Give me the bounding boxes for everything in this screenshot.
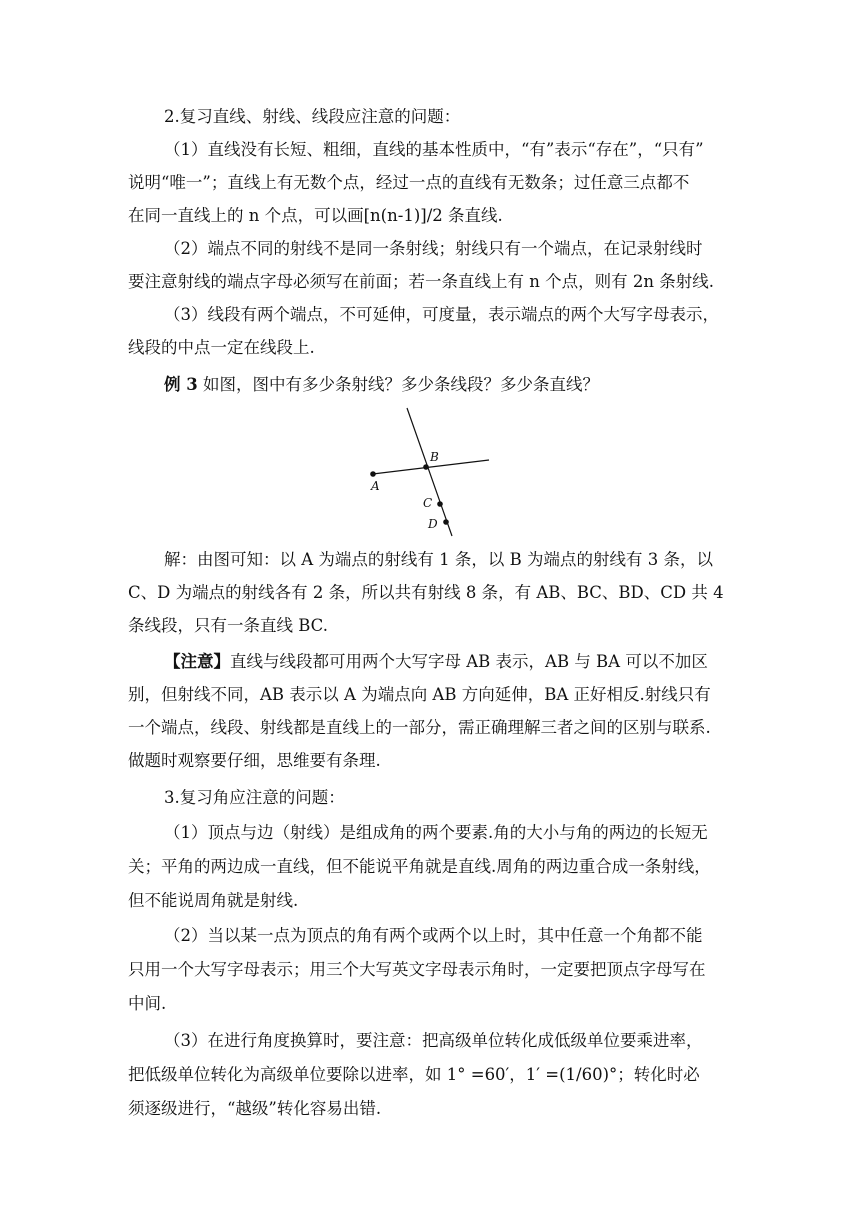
- s3-p3-line2: 把低级单位转化为高级单位要除以进率，如 1° =60′，1′ =(1/60)°；转化时必: [128, 1065, 700, 1084]
- solution-line1: 解：由图可知：以 A 为端点的射线有 1 条，以 B 为端点的射线有 3 条，以: [164, 550, 713, 569]
- s3-p1-line3: 但不能说周角就是射线.: [128, 891, 299, 910]
- point-c: [437, 501, 443, 507]
- example-label: 例 3: [164, 375, 198, 394]
- point-a: [370, 471, 376, 477]
- s2-p1-line2: 说明“唯一”；直线上有无数个点，经过一点的直线有无数条；过任意三点都不: [128, 173, 690, 192]
- point-b: [423, 464, 429, 470]
- solution-line3: 条线段，只有一条直线 BC.: [128, 616, 328, 635]
- s2-p1-line1: （1）直线没有长短、粗细，直线的基本性质中，“有”表示“存在”，“只有”: [164, 140, 704, 159]
- s3-p2-line2: 只用一个大写字母表示；用三个大写英文字母表示角时，一定要把顶点字母写在: [128, 960, 706, 979]
- note-line1: [164, 651, 708, 673]
- section-3-heading: 3.复习角应注意的问题：: [164, 788, 345, 807]
- geometry-figure: [360, 404, 500, 544]
- s3-p3-line3: 须逐级进行，“越级”转化容易出错.: [128, 1099, 382, 1118]
- s2-p2-line2: 要注意射线的端点字母必须写在前面；若一条直线上有 n 个点，则有 2n 条射线.: [128, 272, 714, 291]
- s3-p2-line1: （2）当以某一点为顶点的角有两个或两个以上时，其中任意一个角都不能: [164, 926, 703, 945]
- s2-p1-line3: 在同一直线上的 n 个点，可以画[n(n-1)]/2 条直线.: [128, 206, 503, 225]
- s3-p1-line1: （1）顶点与边（射线）是组成角的两个要素.角的大小与角的两边的长短无: [164, 823, 708, 842]
- solution-line2: C、D 为端点的射线各有 2 条，所以共有射线 8 条，有 AB、BC、BD、CD 共 4: [128, 583, 724, 602]
- s3-p1-line2: 关；平角的两边成一直线，但不能说平角就是直线.周角的两边重合成一条射线，: [128, 857, 711, 876]
- note-line4: 做题时观察要仔细，思维要有条理.: [128, 751, 381, 770]
- label-d: D: [428, 517, 438, 531]
- note-line2: 别，但射线不同，AB 表示以 A 为端点向 AB 方向延伸，BA 正好相反.射线只有: [128, 685, 711, 704]
- point-d: [443, 519, 449, 525]
- section-2-heading: 2.复习直线、射线、线段应注意的问题：: [164, 107, 461, 126]
- label-b: B: [430, 450, 439, 464]
- s2-p3-line2: 线段的中点一定在线段上.: [128, 338, 315, 357]
- s3-p3-line1: （3）在进行角度换算时，要注意：把高级单位转化成低级单位要乘进率，: [164, 1031, 703, 1050]
- label-c: C: [423, 496, 433, 510]
- label-a: A: [371, 479, 380, 493]
- s3-p2-line3: 中间.: [128, 994, 167, 1013]
- note-text: 直线与线段都可用两个大写字母 AB 表示，AB 与 BA 可以不加区: [230, 652, 708, 671]
- example-3-question: [164, 374, 599, 396]
- s2-p2-line1: （2）端点不同的射线不是同一条射线；射线只有一个端点，在记录射线时: [164, 239, 703, 258]
- s2-p3-line1: （3）线段有两个端点，不可延伸，可度量，表示端点的两个大写字母表示，: [164, 305, 719, 324]
- example-question-text: 如图，图中有多少条射线？多少条线段？多少条直线？: [202, 375, 599, 394]
- note-line3: 一个端点，线段、射线都是直线上的一部分，需正确理解三者之间的区别与联系.: [128, 718, 711, 737]
- note-label: 【注意】: [164, 652, 230, 671]
